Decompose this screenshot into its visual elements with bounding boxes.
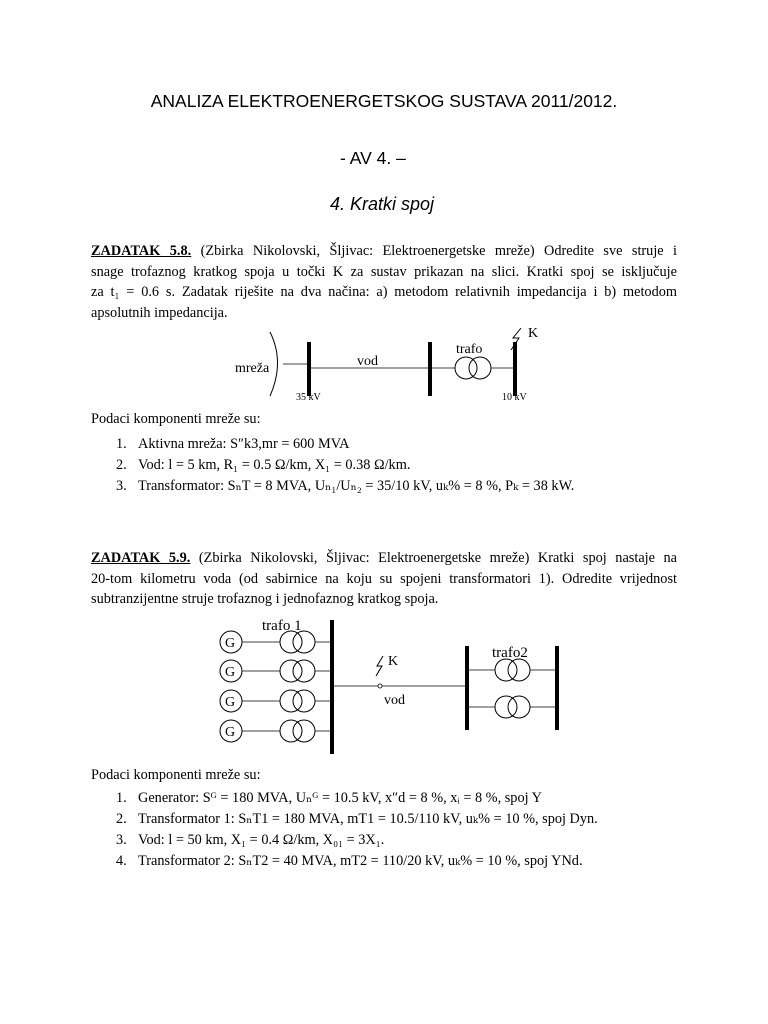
task2-line-1: (Zbirka Nikolovski, Šljivac: Elektroenergetske mreže) Kratki spoj nastaje na — [198, 550, 678, 566]
transformer2-winding-b — [508, 696, 530, 718]
task1-line-4: apsolutnih impedancija. — [91, 304, 228, 321]
transformer1-winding-a — [280, 631, 302, 653]
task1-component-list — [91, 434, 574, 497]
chapter-heading: 4. Kratki spoj — [330, 194, 435, 214]
list-item: 2. Vod: l = 5 km, R₁ = 0.5 Ω/km, X₁ = 0.38 Ω/km. — [116, 457, 411, 473]
list-item: 1. Generator: Sᴳ = 180 MVA, Uₙᴳ = 10.5 kV, x″d = 8 %, xᵢ = 8 %, spoj Y — [116, 790, 542, 806]
task2-paragraph — [91, 548, 677, 610]
list-item: 2. Transformator 1: SₙT1 = 180 MVA, mT1 = 10.5/110 kV, uₖ% = 10 %, spoj Dyn. — [116, 811, 598, 827]
task1-line-1: (Zbirka Nikolovski, Šljivac: Elektroenergetske mreže) Odredite sve struje i — [200, 243, 678, 259]
transformer1-winding-a — [280, 690, 302, 712]
trafo-label: trafo — [456, 342, 483, 357]
generator-label: G — [225, 636, 236, 651]
vod-label: vod — [384, 693, 405, 708]
task2-line-2: 20-tom kilometru voda (od sabirnice na koju su spojeni transformatori 1). Odredite vrijednost — [91, 570, 677, 587]
list-item: 4. Transformator 2: SₙT2 = 40 MVA, mT2 = 110/20 kV, uₖ% = 10 %, spoj YNd. — [116, 853, 583, 869]
mreza-label: mreža — [235, 361, 270, 376]
generator-label: G — [225, 695, 236, 710]
document-title: ANALIZA ELEKTROENERGETSKOG SUSTAVA 2011/2012. — [150, 91, 618, 111]
busbar-10kv-label: 10 kV — [502, 392, 527, 403]
transformer1-winding-b — [293, 631, 315, 653]
task1-components-header: Podaci komponenti mreže su: — [91, 411, 261, 427]
list-item: 1. Aktivna mreža: S″k3,mr = 600 MVA — [116, 436, 350, 452]
transformer2-winding-a — [495, 696, 517, 718]
transformer1-winding-a — [280, 660, 302, 682]
task2-components-header: Podaci komponenti mreže su: — [91, 767, 261, 783]
network-diagram-2 — [205, 612, 575, 762]
vod-label: vod — [357, 354, 378, 369]
task2-line-3: subtranzijentne struje trofaznog i jednofaznog kratkog spoja. — [91, 591, 439, 607]
transformer-winding-1 — [455, 357, 477, 379]
list-item: 3. Vod: l = 50 km, X₁ = 0.4 Ω/km, X₀₁ = 3X₁. — [116, 832, 385, 848]
trafo1-label: trafo 1 — [262, 618, 302, 634]
task1-paragraph — [91, 241, 677, 323]
transformer2-winding-b — [508, 659, 530, 681]
task1-line-3: za t₁ = 0.6 s. Zadatak riješite na dva načina: a) metodom relativnih impedancija i b) metodom — [91, 284, 677, 300]
transformer2-winding-a — [495, 659, 517, 681]
network-diagram-1 — [225, 320, 545, 406]
fault-arrow — [376, 656, 383, 676]
fault-K-label: K — [528, 326, 539, 341]
busbar-35kv-label: 35 kV — [296, 392, 321, 403]
task1-label: ZADATAK 5.8. — [91, 243, 192, 259]
transformer2-unit-2 — [467, 696, 557, 718]
list-item: 3. Transformator: SₙT = 8 MVA, Uₙ₁/Uₙ₂ = 35/10 kV, uₖ% = 8 %, Pₖ = 38 kW. — [116, 478, 575, 494]
task2-component-list — [91, 788, 598, 872]
trafo2-label: trafo2 — [492, 645, 528, 661]
generator-label: G — [225, 665, 236, 680]
generator-unit-4 — [220, 720, 332, 742]
transformer1-winding-b — [293, 690, 315, 712]
transformer1-winding-b — [293, 720, 315, 742]
generator-label: G — [225, 725, 236, 740]
generator-unit-1 — [220, 631, 332, 653]
generator-unit-2 — [220, 660, 332, 682]
fault-K-label: K — [388, 654, 399, 669]
generator-unit-3 — [220, 690, 332, 712]
transformer1-winding-a — [280, 720, 302, 742]
document-subtitle: - AV 4. – — [340, 148, 406, 168]
fault-point — [378, 684, 382, 688]
network-source-bracket — [270, 332, 278, 396]
task1-line-2: snage trofaznog kratkog spoja u točki K za sustav prikazan na slici. Kratki spoj se isključuje — [91, 263, 677, 280]
transformer2-unit-1 — [467, 659, 557, 681]
task2-label: ZADATAK 5.9. — [91, 550, 191, 566]
transformer-winding-2 — [469, 357, 491, 379]
transformer1-winding-b — [293, 660, 315, 682]
